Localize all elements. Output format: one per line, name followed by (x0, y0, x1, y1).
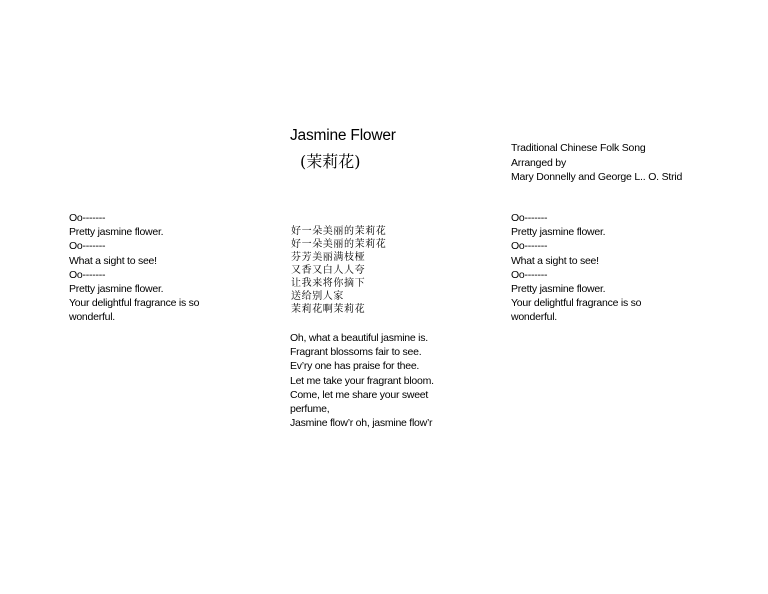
song-title-chinese: (茉莉花) (300, 152, 361, 171)
credit-line: Mary Donnelly and George L.. O. Strid (511, 171, 683, 183)
lyric-line: Your delightful fragrance is so wonderful. (69, 297, 200, 324)
lyric-line: Oo------- (511, 212, 548, 224)
lyric-line: Your delightful fragrance is so wonderful. (511, 297, 642, 324)
lyric-line: Oo------- (511, 268, 548, 281)
english-lyric-line: Jasmine flow’r oh, jasmine flow’r (290, 417, 433, 430)
lyric-line: Pretty jasmine flower. (511, 283, 606, 296)
english-lyrics (290, 331, 460, 430)
left-lyrics-column (69, 211, 229, 325)
english-lyric-line: Let me take your fragrant bloom. (290, 374, 434, 387)
chinese-lyrics (291, 225, 386, 316)
lyric-line: Pretty jasmine flower. (69, 283, 164, 296)
lyric-line: What a sight to see! (511, 254, 599, 267)
chinese-lyric-line: 芬芳美丽满枝桠 (291, 252, 366, 263)
lyric-line: Pretty jasmine flower. (511, 226, 606, 239)
credit-line: Traditional Chinese Folk Song (511, 142, 646, 154)
chinese-lyric-line: 茉莉花啊茉莉花 (291, 304, 366, 315)
chinese-lyric-line: 送给别人家 (291, 291, 344, 302)
credit-line: Arranged by (511, 156, 567, 169)
lyric-line: Oo------- (69, 240, 106, 253)
lyric-line: What a sight to see! (69, 254, 157, 267)
lyric-line: Oo------- (69, 212, 106, 224)
chinese-lyric-line: 让我来将你摘下 (291, 278, 366, 289)
lyric-line: Pretty jasmine flower. (69, 226, 164, 239)
chinese-lyric-line: 好一朵美丽的茉莉花 (291, 239, 387, 250)
song-credits (511, 141, 682, 185)
english-lyric-line: Ev’ry one has praise for thee. (290, 360, 420, 373)
english-lyric-line: Oh, what a beautiful jasmine is. (290, 332, 428, 344)
chinese-lyric-line: 又香又白人人夸 (291, 265, 366, 276)
lyric-line: Oo------- (511, 240, 548, 253)
english-lyric-line: Fragrant blossoms fair to see. (290, 346, 422, 359)
song-title: Jasmine Flower (290, 127, 396, 144)
right-lyrics-column (511, 211, 671, 325)
chinese-lyric-line: 好一朵美丽的茉莉花 (291, 226, 387, 237)
lyric-line: Oo------- (69, 268, 106, 281)
english-lyric-line: Come, let me share your sweet perfume, (290, 388, 429, 416)
